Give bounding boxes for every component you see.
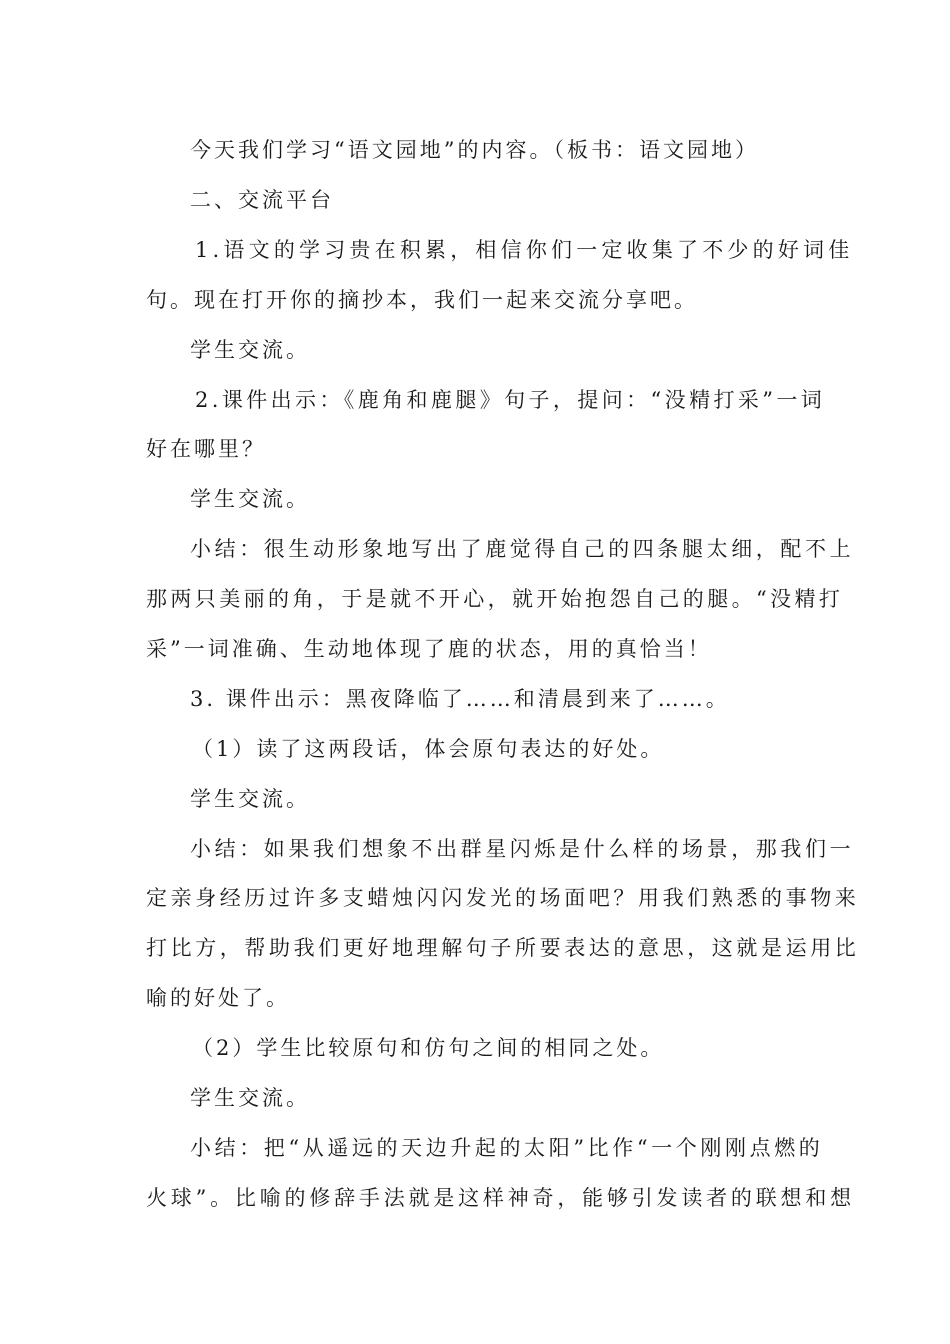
intro-line: 今天我们学习“语文园地”的内容。（板书：语文园地）	[190, 138, 759, 162]
student-exchange-line: 学生交流。	[190, 338, 310, 362]
summary-line: 那两只美丽的角，于是就不开心，就开始抱怨自己的腿。“没精打	[146, 587, 844, 611]
paragraph-line: 好在哪里？	[146, 437, 266, 461]
summary-line: 定亲身经历过许多支蜡烛闪闪发光的场面吧？用我们熟悉的事物来	[146, 886, 860, 910]
summary-line: 小结：很生动形象地写出了鹿觉得自己的四条腿太细，配不上	[190, 537, 855, 561]
student-exchange-line: 学生交流。	[190, 487, 310, 511]
student-exchange-line: 学生交流。	[190, 1086, 310, 1110]
summary-line: 火球”。比喻的修辞手法就是这样神奇，能够引发读者的联想和想	[146, 1186, 855, 1210]
summary-line: 打比方，帮助我们更好地理解句子所要表达的意思，这就是运用比	[146, 936, 860, 960]
paragraph-line: 2.课件出示：《鹿角和鹿腿》句子，提问：“没精打采”一词	[195, 388, 826, 412]
section-heading: 二、交流平台	[190, 188, 334, 212]
summary-line: 喻的好处了。	[146, 986, 290, 1010]
summary-line: 采”一词准确、生动地体现了鹿的状态，用的真恰当！	[146, 637, 712, 661]
paragraph-line: 3. 课件出示：黑夜降临了……和清晨到来了……。	[190, 687, 730, 711]
paragraph-line: 1.语文的学习贵在积累，相信你们一定收集了不少的好词佳	[195, 238, 854, 262]
paragraph-line: （2）学生比较原句和仿句之间的相同之处。	[192, 1036, 665, 1060]
summary-line: 小结：把“从遥远的天边升起的太阳”比作“一个刚刚点燃的	[190, 1136, 824, 1160]
summary-line: 小结：如果我们想象不出群星闪烁是什么样的场景，那我们一	[190, 837, 855, 861]
student-exchange-line: 学生交流。	[190, 787, 310, 811]
paragraph-line: 句。现在打开你的摘抄本，我们一起来交流分享吧。	[146, 288, 698, 312]
paragraph-line: （1）读了这两段话，体会原句表达的好处。	[192, 737, 665, 761]
